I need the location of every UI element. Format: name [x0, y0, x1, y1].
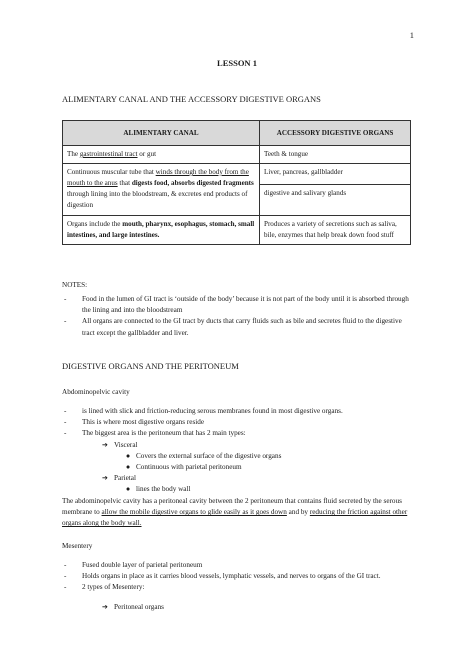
paragraph-text: The abdominopelvic cavity has a peritoneal cavity between the 2 peritoneum that contains fluid secreted by the serous membrane to	[62, 497, 402, 517]
list-text: Visceral	[114, 440, 138, 449]
page-number: 1	[409, 30, 414, 40]
list-item	[62, 316, 414, 338]
list-text: 2 types of Mesentery:	[82, 583, 145, 592]
header-alimentary-canal: ALIMENTARY CANAL	[63, 121, 260, 146]
list-item	[62, 440, 414, 451]
list-item	[62, 294, 414, 316]
list-item	[62, 417, 414, 428]
dash-marker: -	[64, 295, 67, 304]
table-cell: Liver, pancreas, gallbladder	[260, 163, 411, 184]
cell-text-bold: absorbs digested fragments	[171, 178, 254, 187]
list-item	[62, 428, 414, 439]
table-cell	[63, 163, 260, 215]
mesentery-section	[62, 541, 414, 613]
dash-marker: -	[64, 429, 67, 438]
notes-section	[62, 280, 414, 339]
bullet-icon: ●	[125, 451, 131, 460]
abdominopelvic-section	[62, 387, 414, 495]
list-item	[62, 484, 414, 495]
list-item	[62, 462, 414, 473]
paragraph-text-underlined: allow the mobile digestive organs to glide easily as it goes down	[101, 508, 287, 517]
cell-text: Organs include the	[67, 219, 123, 228]
cell-text-bold: digests food	[131, 178, 168, 187]
bullet-icon: ●	[125, 462, 131, 471]
list-item	[62, 582, 414, 593]
list-text: Covers the external surface of the digestive organs	[136, 451, 282, 460]
dash-marker: -	[64, 418, 67, 427]
cell-text-underlined: gastrointestinal tract	[79, 150, 138, 158]
dash-marker: -	[64, 583, 67, 592]
notes-label: NOTES:	[62, 281, 88, 289]
cell-text: or gut	[137, 150, 157, 158]
header-accessory-organs: ACCESSORY DIGESTIVE ORGANS	[260, 121, 411, 146]
mesentery-label: Mesentery	[62, 542, 93, 550]
list-item	[62, 560, 414, 571]
list-text: Fused double layer of parietal peritoneum	[82, 561, 203, 570]
peritoneal-cavity-paragraph	[62, 496, 414, 529]
note-text: Food in the lumen of GI tract is ‘outside of the body’ because it is not part of the body until it is absorbed through the lining and into the bloodstream	[82, 295, 409, 315]
arrow-icon: ➔	[102, 602, 109, 611]
arrow-icon: ➔	[102, 440, 109, 449]
dash-marker: -	[64, 561, 67, 570]
paragraph-text-underlined: reducing the friction against other organs along the body wall.	[62, 508, 408, 528]
cell-text: that	[117, 178, 132, 187]
cell-text-underlined: winds through the body from the mouth to the anus	[67, 167, 249, 187]
table-cell: digestive and salivary glands	[260, 184, 411, 215]
list-text: The biggest area is the peritoneum that has 2 main types:	[82, 429, 246, 438]
dash-marker: -	[64, 317, 67, 326]
dash-marker: -	[64, 407, 67, 416]
list-text: Parietal	[114, 474, 136, 483]
list-item	[62, 602, 414, 613]
table-row	[63, 215, 411, 244]
lesson-title: LESSON 1	[217, 58, 257, 68]
section-heading-alimentary: ALIMENTARY CANAL AND THE ACCESSORY DIGESTIVE ORGANS	[62, 94, 321, 104]
list-text: This is where most digestive organs reside	[82, 418, 205, 427]
table-row	[63, 146, 411, 164]
section-heading-peritoneum: DIGESTIVE ORGANS AND THE PERITONEUM	[62, 361, 239, 371]
abdominopelvic-label: Abdominopelvic cavity	[62, 388, 130, 396]
cell-text: through lining into the bloodstream, & excretes end products of digestion	[67, 189, 248, 209]
table-cell	[63, 146, 260, 164]
table-cell: Teeth & tongue	[260, 146, 411, 164]
table-header-row	[63, 121, 411, 146]
cell-text-bold: mouth, pharynx, esophagus, stomach, small intestines, and large intestines.	[67, 219, 255, 239]
table-row	[63, 163, 411, 184]
list-text: lines the body wall	[136, 485, 191, 494]
table-cell: Produces a variety of secretions such as saliva, bile, enzymes that help break down food stuff	[260, 215, 411, 244]
list-text: Peritoneal organs	[114, 602, 164, 611]
list-item	[62, 571, 414, 582]
comparison-table	[62, 120, 411, 245]
list-item	[62, 406, 414, 417]
cell-text: The	[67, 150, 80, 158]
list-item	[62, 473, 414, 484]
arrow-icon: ➔	[102, 474, 109, 483]
note-text: All organs are connected to the GI tract by ducts that carry fluids such as bile and secretes fluid to the digestive tract except the gallbladder and liver.	[82, 317, 402, 337]
dash-marker: -	[64, 572, 67, 581]
list-item	[62, 451, 414, 462]
paragraph-text: and by	[286, 508, 310, 517]
bullet-icon: ●	[125, 485, 131, 494]
list-text: Continuous with parietal peritoneum	[136, 462, 242, 471]
cell-text: Continuous muscular tube that	[67, 167, 156, 176]
list-text: is lined with slick and friction-reducing serous membranes found in most digestive organs.	[82, 407, 343, 416]
list-text: Holds organs in place as it carries blood vessels, lymphatic vessels, and nerves to organs of the GI tract.	[82, 572, 381, 581]
table-cell	[63, 215, 260, 244]
cell-text-bold: ,	[167, 178, 172, 187]
